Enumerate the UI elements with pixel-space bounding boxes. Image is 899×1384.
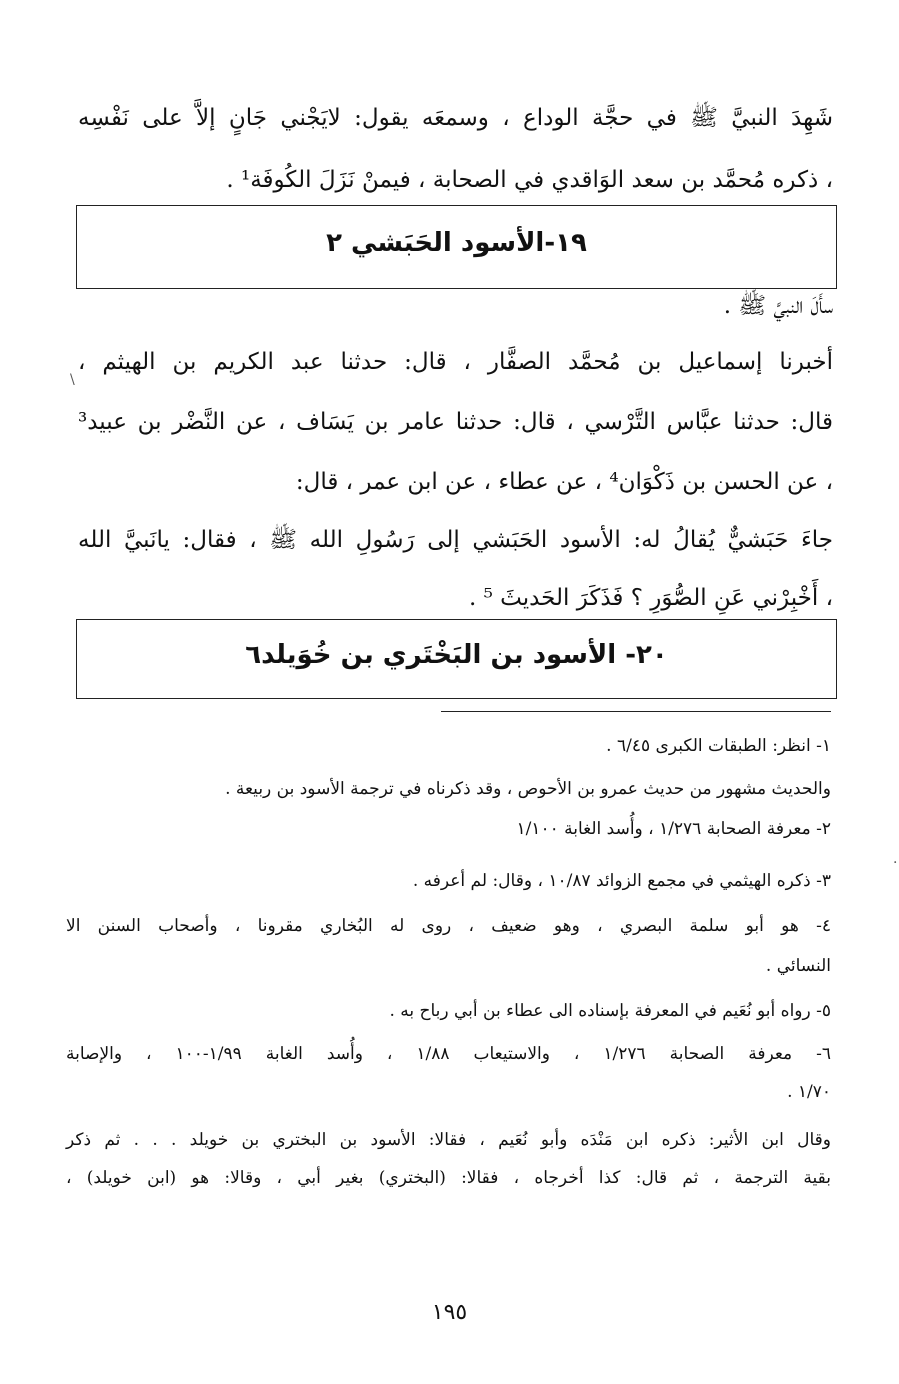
body-line: شَهِدَ النبيَّ ﷺ في حجَّة الوداع ، وسمعَه يقول: لايَجْني جَانٍ إلاَّ على نَفْسِه bbox=[78, 105, 833, 131]
section-heading: ٢٠- الأسود بن البَخْتَري بن خُوَيلد٦ bbox=[245, 640, 668, 670]
body-line: قال: حدثنا عبَّاس التَّرْسي ، قال: حدثنا عامر بن يَسَاف ، عن النَّضْر بن عبيد³ bbox=[78, 409, 833, 435]
section-heading-box bbox=[76, 619, 837, 699]
body-line: جاءَ حَبَشيٌّ يُقالُ له: الأسود الحَبَشي إلى رَسُولِ الله ﷺ ، فقال: يانَبيَّ الله bbox=[78, 527, 833, 553]
body-line: ، ذكره مُحمَّد بن سعد الوَاقدي في الصحابة ، فيمنْ نَزَلَ الكُوفَة¹ . bbox=[226, 167, 833, 193]
footnote-line: ١- انظر: الطبقات الكبرى ٦/٤٥ . bbox=[606, 736, 831, 756]
footnote-line: ١/٧٠ . bbox=[787, 1082, 831, 1102]
section-heading: ١٩-الأسود الحَبَشي ٢ bbox=[326, 228, 587, 258]
footnote-line: ٣- ذكره الهيثمي في مجمع الزوائد ١٠/٨٧ ، وقال: لم أعرفه . bbox=[412, 871, 831, 891]
page-number: ١٩٥ bbox=[431, 1300, 468, 1325]
footnote-line: والحديث مشهور من حديث عمرو بن الأحوص ، وقد ذكرناه في ترجمة الأسود بن ربيعة . bbox=[225, 779, 831, 799]
body-line: ، أَخْبِرْني عَنِ الصُّوَرِ ؟ فَذَكَرَ الحَديثَ ⁵ . bbox=[468, 585, 833, 611]
footnote-divider bbox=[441, 711, 831, 712]
footnote-line: ٥- رواه أبو نُعَيم في المعرفة بإسناده الى عطاء بن أبي رباح به . bbox=[389, 1001, 831, 1021]
footnote-line: بقية الترجمة ، ثم قال: كذا أخرجاه ، فقالا: (البختري) بغير أبي ، وقالا: هو (ابن خويلد) ، bbox=[66, 1168, 831, 1188]
section-heading-box bbox=[76, 205, 837, 289]
footnote-line: ٤- هو أبو سلمة البصري ، وهو ضعيف ، روى له البُخاري مقرونا ، وأصحاب السنن الا bbox=[66, 916, 831, 936]
footnote-line: ٢- معرفة الصحابة ١/٢٧٦ ، وأُسد الغابة ١/١٠٠ bbox=[516, 819, 831, 839]
margin-mark: · bbox=[893, 855, 898, 871]
footnote-line: النسائي . bbox=[765, 956, 831, 976]
body-line: أخبرنا إسماعيل بن مُحمَّد الصفَّار ، قال: حدثنا عبد الكريم بن الهيثم ، bbox=[78, 349, 833, 375]
body-line: سأَلَ النبيَّ ﷺ . bbox=[723, 293, 833, 319]
footnote-line: ٦- معرفة الصحابة ١/٢٧٦ ، والاستيعاب ١/٨٨ ، وأُسد الغابة ١/٩٩-١٠٠ ، والإصابة bbox=[66, 1044, 831, 1064]
body-line: ، عن الحسن بن ذَكْوَان⁴ ، عن عطاء ، عن ابن عمر ، قال: bbox=[295, 469, 833, 495]
footnote-line: وقال ابن الأثير: ذكره ابن مَنْدَه وأبو نُعَيم ، فقالا: الأسود بن البختري بن خويلد . . . ثم ذكر bbox=[66, 1130, 831, 1150]
margin-mark: \ bbox=[70, 372, 75, 388]
